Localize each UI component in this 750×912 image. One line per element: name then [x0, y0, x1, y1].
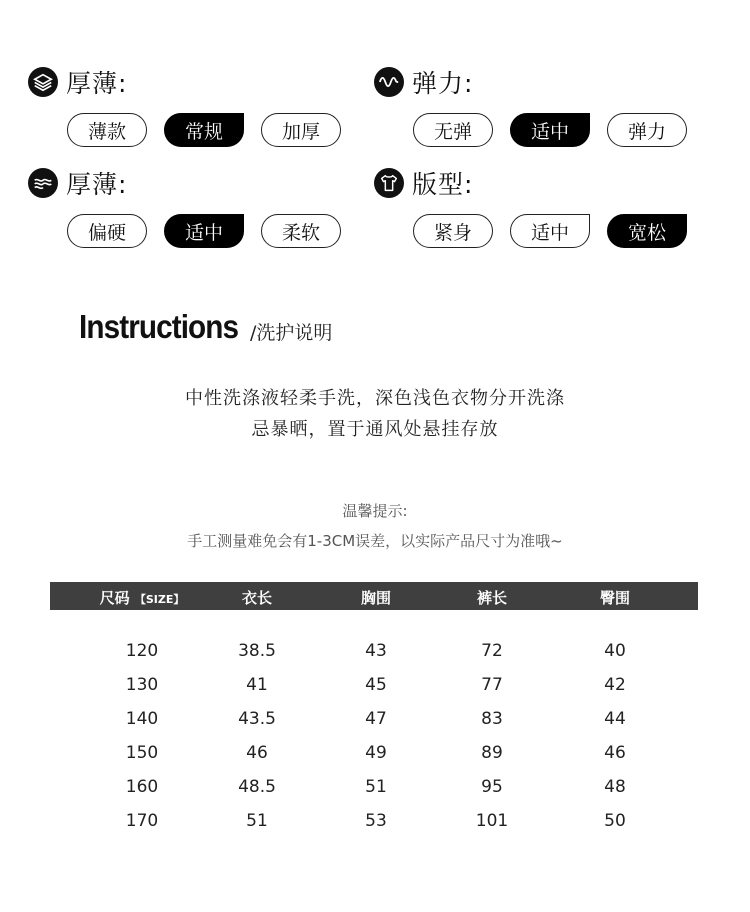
table-cell: 48: [604, 777, 626, 797]
tshirt-icon: [374, 168, 404, 198]
table-cell: 48.5: [238, 777, 276, 797]
attr-elasticity-options: [413, 113, 704, 147]
option-slim[interactable]: 紧身: [413, 214, 493, 248]
attr-softness-header: [28, 165, 127, 201]
table-cell: 83: [481, 709, 503, 729]
table-cell: 49: [365, 743, 387, 763]
header-size: [90, 587, 194, 608]
table-cell: 51: [246, 811, 268, 831]
header-hip: 臀围: [599, 589, 630, 607]
instructions-title: Instructions: [79, 308, 239, 345]
attr-softness-options: [67, 214, 358, 248]
stretch-wave-icon: [374, 67, 404, 97]
option-no-stretch[interactable]: 无弹: [413, 113, 493, 147]
table-row: [50, 641, 698, 675]
instructions-subtitle: /洗护说明: [250, 322, 333, 344]
option-medium-stretch[interactable]: 适中: [510, 113, 590, 147]
header-chest: 胸围: [360, 589, 391, 607]
attr-fit-title: 版型:: [412, 170, 474, 199]
option-soft[interactable]: 柔软: [261, 214, 341, 248]
table-cell: 47: [365, 709, 387, 729]
option-regular-fit[interactable]: 适中: [510, 214, 590, 248]
table-cell: 43.5: [238, 709, 276, 729]
header-size-label: 尺码: [99, 589, 130, 607]
table-cell: 160: [125, 777, 159, 797]
option-regular[interactable]: 常规: [164, 113, 244, 147]
table-cell: 45: [365, 675, 387, 695]
table-cell: 140: [125, 709, 159, 729]
table-cell: 77: [481, 675, 503, 695]
header-length: 衣长: [241, 589, 272, 607]
option-stiff[interactable]: 偏硬: [67, 214, 147, 248]
size-table: [50, 582, 698, 831]
attr-elasticity-header: [374, 64, 473, 100]
table-cell: 130: [125, 675, 159, 695]
attr-fit-options: [413, 214, 704, 248]
attr-thickness-title: 厚薄:: [66, 69, 128, 98]
table-cell: 53: [365, 811, 387, 831]
table-row: [50, 743, 698, 777]
table-cell: 101: [475, 811, 509, 831]
table-cell: 46: [604, 743, 626, 763]
table-cell: 150: [125, 743, 159, 763]
option-thick[interactable]: 加厚: [261, 113, 341, 147]
table-cell: 43: [365, 641, 387, 661]
table-row: [50, 777, 698, 811]
table-cell: 89: [481, 743, 503, 763]
table-cell: 72: [481, 641, 503, 661]
table-cell: 95: [481, 777, 503, 797]
care-instruction-line-1: 中性洗涤液轻柔手洗，深色浅色衣物分开洗涤: [185, 388, 565, 409]
header-size-tag: 【SIZE】: [134, 593, 185, 606]
attr-softness-title: 厚薄:: [66, 170, 128, 199]
layers-icon: [28, 67, 58, 97]
header-pants-length: 裤长: [476, 589, 507, 607]
table-cell: 50: [604, 811, 626, 831]
table-row: [50, 811, 698, 845]
softness-wave-icon: [28, 168, 58, 198]
table-cell: 51: [365, 777, 387, 797]
table-cell: 42: [604, 675, 626, 695]
table-cell: 170: [125, 811, 159, 831]
attr-fit-header: [374, 165, 473, 201]
table-cell: 120: [125, 641, 159, 661]
table-row: [50, 709, 698, 743]
table-cell: 41: [246, 675, 268, 695]
table-cell: 44: [604, 709, 626, 729]
attr-thickness-header: [28, 64, 127, 100]
care-instruction-line-2: 忌暴晒，置于通风处悬挂存放: [251, 419, 499, 440]
option-stretchy[interactable]: 弹力: [607, 113, 687, 147]
table-row: [50, 675, 698, 709]
table-cell: 38.5: [238, 641, 276, 661]
table-cell: 46: [246, 743, 268, 763]
option-medium-soft[interactable]: 适中: [164, 214, 244, 248]
tip-label: 温馨提示:: [342, 502, 408, 520]
option-thin[interactable]: 薄款: [67, 113, 147, 147]
option-loose[interactable]: 宽松: [607, 214, 687, 248]
table-cell: 40: [604, 641, 626, 661]
tip-text: 手工测量难免会有1-3CM误差，以实际产品尺寸为准哦~: [187, 532, 563, 550]
attr-thickness-options: [67, 113, 358, 147]
attr-elasticity-title: 弹力:: [412, 69, 474, 98]
size-table-header: [50, 582, 698, 610]
